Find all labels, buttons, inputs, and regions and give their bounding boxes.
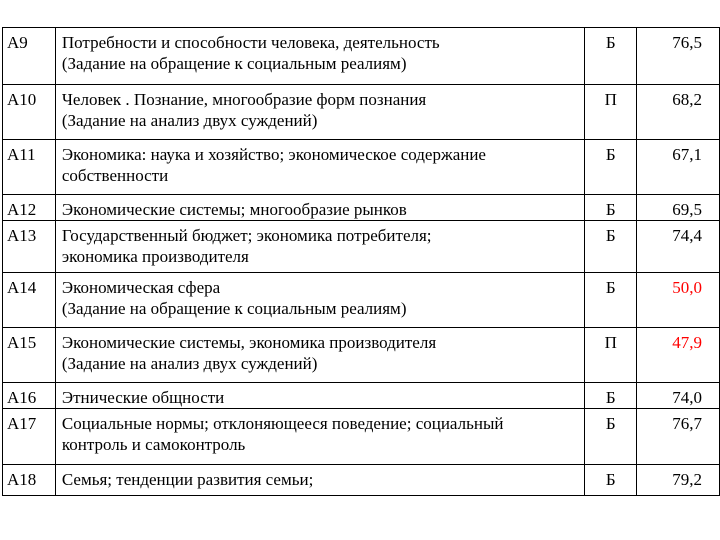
completion-percent: 74,0 (637, 383, 720, 409)
task-topic (55, 221, 585, 273)
table-row (3, 221, 720, 273)
table-row (3, 409, 720, 465)
task-code: A13 (3, 221, 56, 273)
difficulty-level: Б (585, 273, 637, 328)
task-topic-line: Экономическая сфера (61, 278, 221, 297)
completion-percent: 74,4 (637, 221, 720, 273)
task-topic-line: Государственный бюджет; экономика потребителя; (61, 226, 432, 245)
completion-percent: 67,1 (637, 140, 720, 195)
task-topic (55, 273, 585, 328)
task-topic (55, 409, 585, 465)
task-topic-line: (Задание на анализ двух суждений) (61, 354, 318, 373)
task-topic-line: экономика производителя (61, 247, 249, 266)
task-topic-line: (Задание на обращение к социальным реалиям) (61, 54, 407, 73)
task-topic-line: собственности (61, 166, 169, 185)
task-code: A16 (3, 383, 56, 409)
task-topic (55, 383, 585, 409)
task-topic-line: контроль и самоконтроль (61, 435, 246, 454)
task-topic-line: Экономические системы; многообразие рынков (61, 200, 407, 219)
task-topic (55, 465, 585, 496)
task-topic-line: Экономика: наука и хозяйство; экономическое содержание (61, 145, 486, 164)
task-code: A12 (3, 195, 56, 221)
table-row (3, 273, 720, 328)
results-table (2, 27, 720, 496)
completion-percent: 76,5 (637, 28, 720, 85)
task-topic (55, 195, 585, 221)
task-code: A17 (3, 409, 56, 465)
difficulty-level: Б (585, 465, 637, 496)
task-topic-line: Семья; тенденции развития семьи; (61, 470, 314, 489)
task-topic-line: Человек . Познание, многообразие форм познания (61, 90, 427, 109)
difficulty-level: П (585, 328, 637, 383)
completion-percent: 50,0 (637, 273, 720, 328)
task-topic-line: Этнические общности (61, 388, 225, 407)
table-row (3, 195, 720, 221)
task-code: A15 (3, 328, 56, 383)
task-code: A10 (3, 85, 56, 140)
table-row (3, 85, 720, 140)
task-topic-line: (Задание на обращение к социальным реалиям) (61, 299, 407, 318)
difficulty-level: Б (585, 383, 637, 409)
table-row (3, 328, 720, 383)
task-code: A11 (3, 140, 56, 195)
task-topic-line: Социальные нормы; отклоняющееся поведение; социальный (61, 414, 504, 433)
task-topic-line: Потребности и способности человека, деятельность (61, 33, 440, 52)
completion-percent: 79,2 (637, 465, 720, 496)
completion-percent: 76,7 (637, 409, 720, 465)
task-topic (55, 140, 585, 195)
task-topic (55, 28, 585, 85)
difficulty-level: Б (585, 140, 637, 195)
table-row (3, 28, 720, 85)
task-topic-line: (Задание на анализ двух суждений) (61, 111, 318, 130)
difficulty-level: Б (585, 221, 637, 273)
difficulty-level: П (585, 85, 637, 140)
table-row (3, 465, 720, 496)
completion-percent: 68,2 (637, 85, 720, 140)
task-code: A14 (3, 273, 56, 328)
task-topic (55, 328, 585, 383)
table-row (3, 383, 720, 409)
completion-percent: 69,5 (637, 195, 720, 221)
task-code: A18 (3, 465, 56, 496)
task-topic-line: Экономические системы, экономика производителя (61, 333, 437, 352)
difficulty-level: Б (585, 409, 637, 465)
results-table-body (3, 28, 720, 496)
task-code: A9 (3, 28, 56, 85)
completion-percent: 47,9 (637, 328, 720, 383)
task-topic (55, 85, 585, 140)
difficulty-level: Б (585, 195, 637, 221)
table-row (3, 140, 720, 195)
difficulty-level: Б (585, 28, 637, 85)
